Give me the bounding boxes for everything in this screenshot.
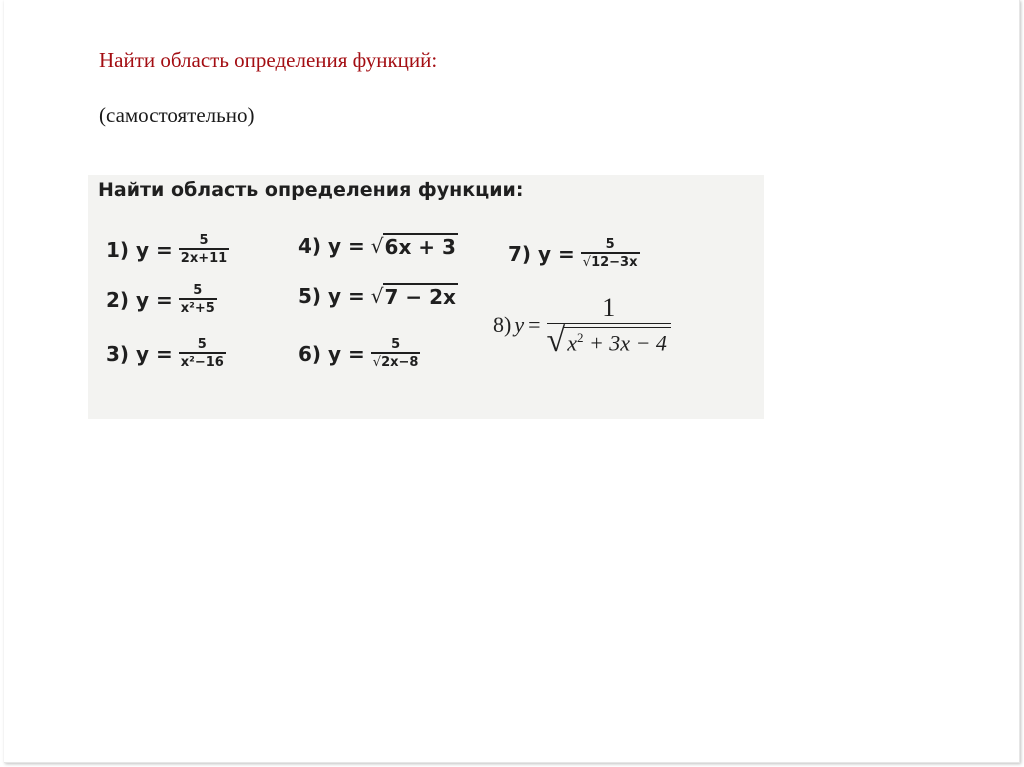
equation-1: [106, 233, 229, 266]
radicand: 6x + 3: [384, 235, 456, 259]
slide-frame: [4, 0, 1020, 763]
radicand: 2x−8: [381, 355, 419, 370]
radical-sign: √: [370, 284, 384, 308]
fraction: [581, 237, 640, 270]
radical-sign: √: [372, 355, 382, 370]
numerator: 5: [199, 233, 209, 248]
exponent: 2: [576, 329, 584, 345]
task-image: [88, 175, 764, 419]
radicand-term: x: [567, 330, 577, 355]
equation-6: [298, 337, 420, 370]
equation-2: [106, 283, 217, 316]
task-header: Найти область определения функции:: [98, 179, 524, 201]
radicand: [563, 327, 671, 356]
equation-label: 7) y =: [508, 241, 575, 266]
equation-5: [298, 283, 458, 309]
equation-label: 8): [493, 311, 512, 337]
numerator: 5: [391, 337, 401, 352]
radicand: 7 − 2x: [384, 285, 456, 309]
fraction: [179, 283, 217, 316]
equation-label: 2) y =: [106, 287, 173, 312]
radical-sign: √: [546, 322, 566, 359]
numerator: 5: [197, 337, 207, 352]
slide-title: Найти область определения функций:: [99, 48, 438, 72]
denominator: x²+5: [179, 298, 217, 316]
radicand-term: + 3x − 4: [583, 330, 667, 355]
equation-label: 5) y =: [298, 284, 365, 308]
numerator: 5: [605, 237, 615, 252]
equation-3: [106, 337, 226, 370]
radical-sign: √: [582, 255, 592, 270]
numerator: 5: [193, 283, 203, 298]
equals-sign: =: [528, 311, 541, 337]
equation-label: 6) y =: [298, 341, 365, 366]
slide-subtitle: (самостоятельно): [99, 103, 255, 127]
equation-7: [508, 237, 640, 270]
fraction: [546, 293, 671, 359]
denominator: [371, 352, 421, 370]
numerator: 1: [602, 293, 616, 322]
equation-label: 3) y =: [106, 341, 173, 366]
denominator: x²−16: [179, 352, 226, 370]
denominator: 2x+11: [179, 248, 229, 266]
denominator: [546, 322, 671, 359]
fraction: [179, 337, 226, 370]
equation-8: [493, 293, 671, 359]
equation-label: 4) y =: [298, 234, 365, 258]
fraction: [371, 337, 421, 370]
fraction: [179, 233, 229, 266]
equation-4: [298, 233, 458, 259]
variable-y: y: [514, 311, 525, 337]
radical-sign: √: [370, 234, 384, 258]
radicand: 12−3x: [591, 255, 638, 270]
denominator: [581, 252, 640, 270]
equation-label: 1) y =: [106, 237, 173, 262]
